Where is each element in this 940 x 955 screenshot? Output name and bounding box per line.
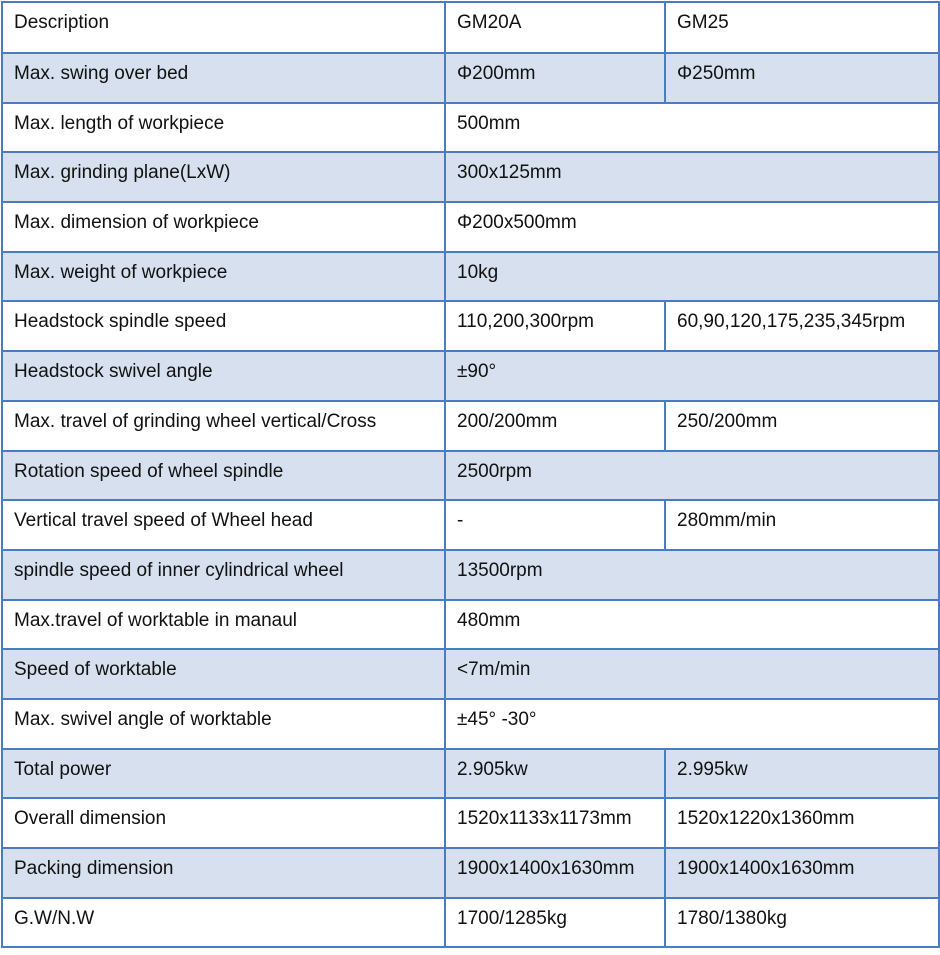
row-value-model-b: 250/200mm — [665, 401, 939, 451]
spec-table — [1, 1, 940, 948]
table-row — [2, 103, 939, 153]
row-value-shared: 480mm — [445, 600, 939, 650]
row-value-shared: <7m/min — [445, 649, 939, 699]
table-row — [2, 301, 939, 351]
table-row — [2, 351, 939, 401]
header-model-b: GM25 — [665, 2, 939, 53]
row-label: Max. swivel angle of worktable — [2, 699, 445, 749]
row-value-model-b: 60,90,120,175,235,345rpm — [665, 301, 939, 351]
table-row — [2, 749, 939, 799]
row-label: Speed of worktable — [2, 649, 445, 699]
row-label: Packing dimension — [2, 848, 445, 898]
row-value-model-b: 280mm/min — [665, 500, 939, 550]
row-label: Headstock swivel angle — [2, 351, 445, 401]
header-description: Description — [2, 2, 445, 53]
table-row — [2, 152, 939, 202]
table-row — [2, 252, 939, 302]
table-row — [2, 451, 939, 501]
row-value-model-a: Φ200mm — [445, 53, 665, 103]
row-value-shared: 10kg — [445, 252, 939, 302]
row-value-model-a: 1700/1285kg — [445, 898, 665, 948]
row-value-model-b: 2.995kw — [665, 749, 939, 799]
row-value-model-b: 1520x1220x1360mm — [665, 798, 939, 848]
row-value-shared: 13500rpm — [445, 550, 939, 600]
table-row — [2, 550, 939, 600]
row-value-shared: 300x125mm — [445, 152, 939, 202]
row-value-model-a: 2.905kw — [445, 749, 665, 799]
table-row — [2, 600, 939, 650]
header-model-a: GM20A — [445, 2, 665, 53]
row-label: Max. length of workpiece — [2, 103, 445, 153]
table-header-row — [2, 2, 939, 53]
row-label: Headstock spindle speed — [2, 301, 445, 351]
table-row — [2, 649, 939, 699]
table-row — [2, 848, 939, 898]
row-value-model-b: 1900x1400x1630mm — [665, 848, 939, 898]
row-value-model-a: 110,200,300rpm — [445, 301, 665, 351]
row-label: Max. grinding plane(LxW) — [2, 152, 445, 202]
table-row — [2, 401, 939, 451]
table-row — [2, 699, 939, 749]
row-value-model-a: 1520x1133x1173mm — [445, 798, 665, 848]
row-value-shared: ±45° -30° — [445, 699, 939, 749]
row-label: Vertical travel speed of Wheel head — [2, 500, 445, 550]
table-row — [2, 798, 939, 848]
row-value-shared: 500mm — [445, 103, 939, 153]
table-row — [2, 898, 939, 948]
row-value-shared: ±90° — [445, 351, 939, 401]
row-label: Max.travel of worktable in manaul — [2, 600, 445, 650]
row-label: spindle speed of inner cylindrical wheel — [2, 550, 445, 600]
row-label: Total power — [2, 749, 445, 799]
table-row — [2, 202, 939, 252]
row-label: Max. weight of workpiece — [2, 252, 445, 302]
table-row — [2, 53, 939, 103]
row-value-model-a: 200/200mm — [445, 401, 665, 451]
row-value-shared: Φ200x500mm — [445, 202, 939, 252]
row-value-model-a: 1900x1400x1630mm — [445, 848, 665, 898]
row-label: Rotation speed of wheel spindle — [2, 451, 445, 501]
row-value-model-a: - — [445, 500, 665, 550]
row-label: Max. swing over bed — [2, 53, 445, 103]
row-value-shared: 2500rpm — [445, 451, 939, 501]
row-value-model-b: 1780/1380kg — [665, 898, 939, 948]
row-label: Max. travel of grinding wheel vertical/Cross — [2, 401, 445, 451]
row-label: Overall dimension — [2, 798, 445, 848]
row-label: G.W/N.W — [2, 898, 445, 948]
row-label: Max. dimension of workpiece — [2, 202, 445, 252]
table-row — [2, 500, 939, 550]
row-value-model-b: Φ250mm — [665, 53, 939, 103]
